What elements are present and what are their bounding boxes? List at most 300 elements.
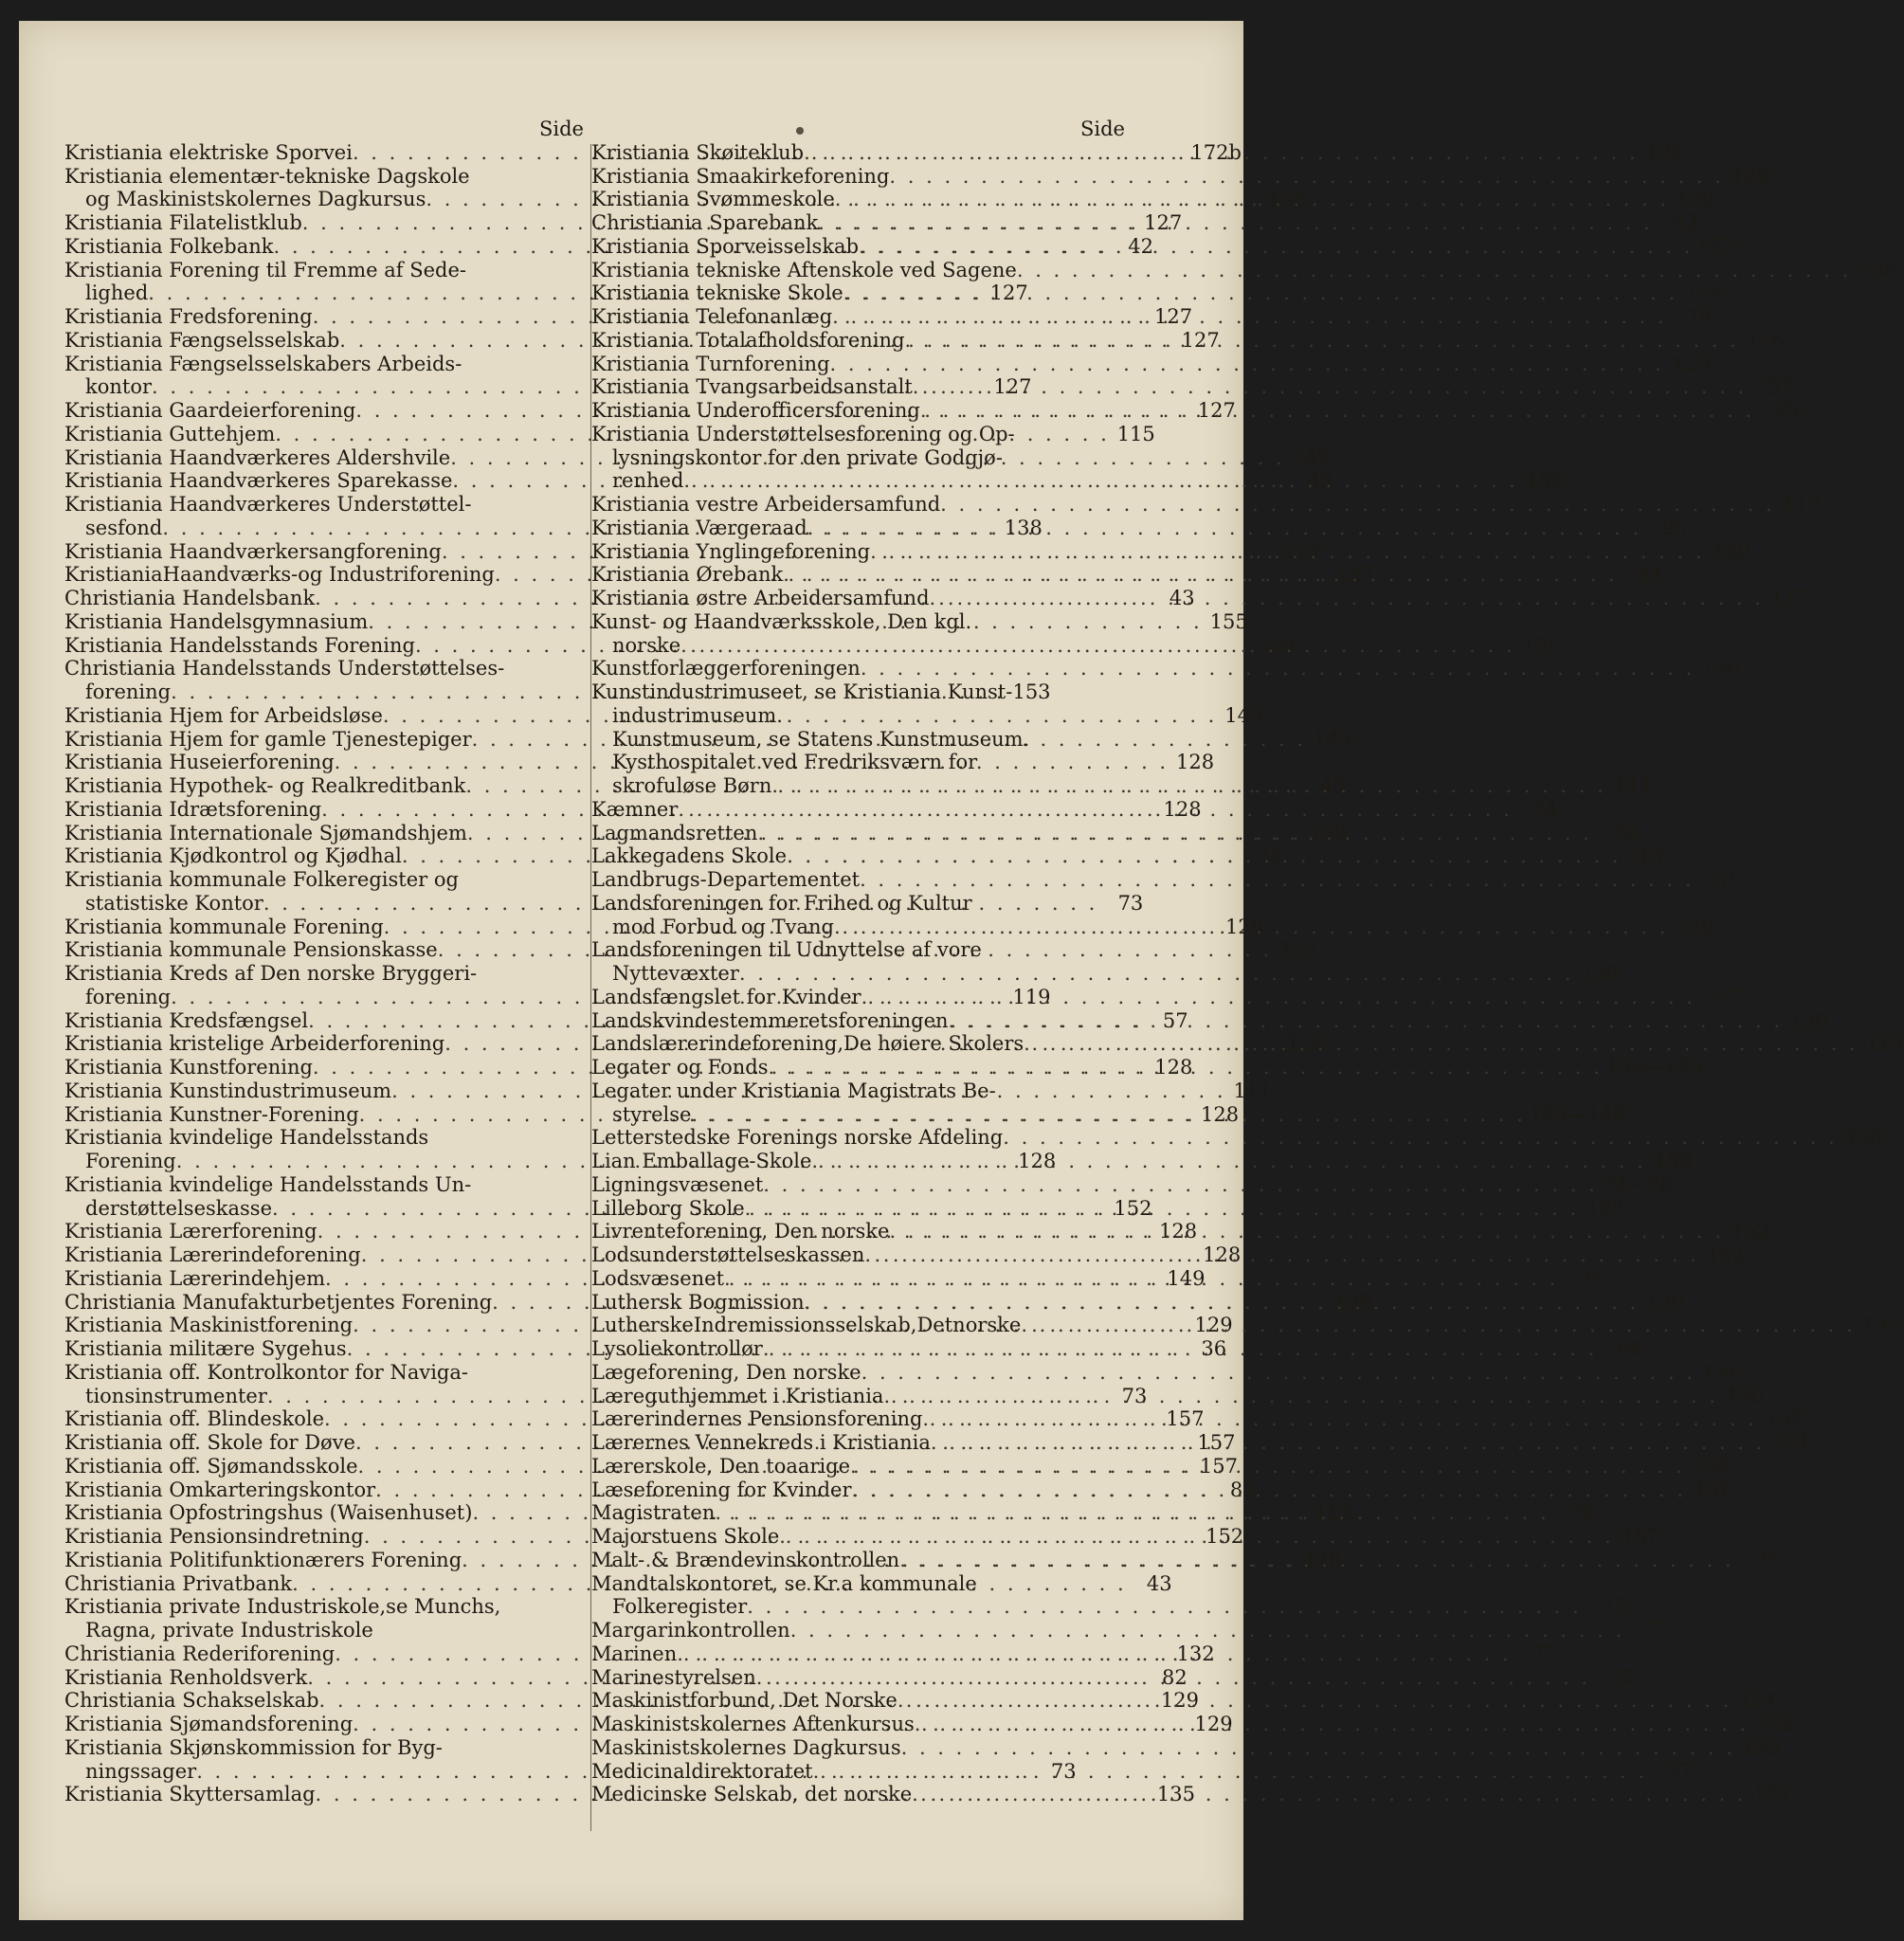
index-entry [591,680,1127,704]
entry-title: Kristiania vestre Arbeidersamfund [591,493,941,516]
entry-title: Kristiania off. Kontrolkontor for Naviga- [64,1360,468,1384]
dot-leader [1017,259,1851,282]
entry-title: Kristiania private Industriskole,se Munchs, [64,1595,501,1619]
entry-page-number: 128 [1303,1548,1342,1571]
entry-page-number: 130 [1702,657,1741,680]
entry-page-number: 95 [1661,516,1688,539]
dot-leader [787,844,1621,868]
entry-page-number: 129 [1671,352,1710,375]
entry-title: Kristiania kommunale Forening [64,915,384,938]
entry-title: Marinen [591,1642,678,1665]
entry-page-number: 130 [1712,539,1750,563]
dot-leader [683,469,1517,493]
entry-page-number: 172b [1190,140,1242,164]
entry-page-number: 157 [1166,1407,1205,1431]
entry-page-number: 130 [1844,1126,1883,1150]
entry-title: Kristiania elektriske Sporvei [64,140,353,164]
entry-title: Kristiania Pensionsindretning [64,1525,364,1548]
entry-page-number: 128 [1163,797,1202,821]
index-entry [591,281,1724,305]
entry-title: Kristiania Huseierforening [64,751,335,774]
entry-page-number: 128 [1333,1290,1372,1314]
entry-title: Kristiania kommunale Pensionskasse [64,938,438,962]
entry-title: Mandtalskontoret, se Kr.a kommunale [591,1571,977,1595]
entry-page-number: 128 [1018,1150,1057,1172]
entry-title: Kristiania Filatelistklub [64,211,302,234]
entry-page-number: 43 [1320,774,1346,797]
entry-title: Kæmner [591,797,679,821]
dot-leader [757,822,1591,845]
index-entry [64,165,588,189]
dot-leader [949,1009,1783,1033]
entry-page-number: 77 [1667,1759,1694,1783]
entry-title: Forening [85,1150,176,1172]
entry-page-number: 76 [1569,1501,1595,1525]
index-entry [64,1361,588,1385]
index-entry [591,1735,1782,1760]
entry-title: Kristiania Skjønskommission for Byg- [64,1735,443,1759]
entry-page-number: 43 [1146,1571,1172,1595]
entry-page-number: 130 [1702,1360,1742,1384]
entry-title: Kristiania Haandværkeres Sparekasse [64,469,453,493]
entry-title: Kristiania Hypothek- og Realkreditbank [64,774,466,797]
entry-page-number: 51 [1714,868,1740,891]
dot-leader [889,165,1723,189]
entry-page-number: 73 [1121,1384,1148,1407]
entry-title: statistiske Kontor [85,891,263,915]
entry-title: Kristiania Kreds af Den norske Bryggeri- [64,962,478,985]
entry-page-number: 117 [1770,587,1809,609]
entry-title: Kristiania Sjømandsforening [64,1713,354,1735]
entry-title: Landskvindestemmeretsforeningen [591,1008,949,1032]
entry-page-number: 127 [1197,399,1236,422]
index-entry [64,868,588,892]
entry-title: og Maskinistskolernes Dagkursus [85,188,426,211]
dot-leader [860,868,1694,892]
index-entry [64,353,588,376]
entry-title: Kristiania off. Skole for Døve [64,1431,355,1454]
entry-page-number: 57 [1767,375,1793,399]
index-entry [64,1173,588,1197]
index-entry [64,657,588,680]
entry-page-number: 119 [1865,1032,1904,1056]
entry-title: Kristiania tekniske Skole [591,281,843,305]
index-entry [591,258,1897,282]
entry-title: Kristiania Forening til Fremme af Sede- [64,258,467,281]
entry-title: kontor [85,375,153,399]
entry-title: Kristiania Handelsstands Forening [64,633,415,657]
entry-page-number: 128 [1257,633,1296,657]
entry-page-number: 152 [1279,938,1318,962]
entry-page-number: 129 [1160,1689,1199,1713]
dot-leader [818,211,1652,235]
entry-title: Kristiania Totalafholdsforening [591,328,905,352]
entry-title: Lærernes Vennekreds i Kristiania [591,1431,931,1454]
entry-page-number: 36 [1201,1337,1227,1360]
entry-title: Kristiania Hjem for Arbeidsløse [64,703,383,727]
index-entry [591,375,1793,399]
index-entry [591,493,1821,517]
entry-title: Læreguthjemmet i Kristiania [591,1384,884,1407]
dot-leader [834,916,1668,939]
dot-leader [832,305,1666,329]
entry-page-number: 150 [1725,1384,1764,1407]
entry-title: sesfond [85,516,163,539]
dot-leader [805,1291,1639,1315]
index-entry [64,1619,588,1642]
index-entry [591,516,1688,540]
entry-title: Kristiania Værgeraad [591,516,807,539]
dot-leader [763,1337,1597,1361]
entry-title: Kristiania Haandværkersangforening [64,539,442,563]
entry-title: Kysthospitalet ved Fredriksværn for [612,751,978,774]
index-entry [591,1619,1671,1642]
entry-page-number: 44 [1637,563,1663,587]
entry-page-number: 160 [1653,1150,1692,1172]
index-entry [591,868,1740,892]
entry-title: lysningskontor for den private Godgjø- [612,445,1003,469]
entry-page-number: 127 [989,281,1028,305]
dot-leader [678,798,1512,822]
entry-title: Luthersk Bogmission [591,1290,805,1314]
entry-title: Kristiania tekniske Aftenskole ved Sagene [591,258,1017,281]
entry-title: Kristiania kommunale Folkeregister og [64,868,459,891]
entry-page-number: 88 [1617,1337,1643,1360]
index-entry [64,493,588,517]
entry-title: styrelse [612,1102,692,1126]
dot-leader [850,1455,1684,1478]
entry-title: Kristiania off. Sjømandsskole [64,1454,358,1478]
entry-page-number: 155 [1685,281,1724,305]
entry-page-number: 159 [1692,1454,1731,1478]
index-entry [591,751,1127,774]
dot-leader [861,657,1695,680]
entry-page-number: 152 [1114,1196,1152,1220]
entry-page-number: 129 [1645,140,1684,164]
entry-page-number: 130 [1862,1314,1901,1337]
dot-leader [739,962,1573,986]
entry-title: Christiania Sparebank [591,211,819,234]
entry-title: Landsforeningen for Frihed og Kultur [591,891,972,915]
entry-title: KristianiaHaandværks-og Industriforening [64,563,495,587]
entry-page-number: 127 [993,375,1032,399]
entry-title: Kristiania elementær-tekniske Dagskole [64,164,470,188]
dot-leader [715,1501,1549,1525]
entry-title: Kristiania Gaardeierforening [64,399,356,422]
entry-page-number: 43 [1307,469,1333,493]
entry-page-number: 74—76 [1601,1172,1673,1196]
entry-title: Marinestyrelsen [591,1665,756,1689]
entry-page-number: 131 [1772,1431,1811,1454]
dot-leader [852,1478,1686,1502]
entry-title: forening [85,985,172,1008]
entry-title: Kristiania Sporveisselskab [591,234,860,258]
index-entry [591,1595,1627,1619]
entry-title: Kunstforlæggerforeningen [591,657,861,680]
entry-page-number: 121 [1739,1689,1778,1713]
index-entry [591,610,1127,634]
dot-leader [769,1056,1603,1079]
dot-leader [1021,1314,1855,1337]
entry-title: Landbrugs-Departementet [591,868,861,891]
entry-page-number: 74 [1612,821,1638,844]
entry-title: Nyttevæxter [612,962,739,985]
entry-title: Kristiania Hjem for gamle Tjenestepiger [64,727,472,751]
entry-title: Kristiania Telefonanlæg [591,305,833,328]
index-entry [591,1572,1127,1596]
entry-title: Lilleborg Skole [591,1196,745,1220]
dot-leader [870,540,1704,564]
entry-title: Kristiania Kjødkontrol og Kjødhal [64,844,402,868]
entry-page-number: 139—148 [1529,1102,1626,1126]
entry-page-number: 155 [1742,1735,1782,1759]
entry-page-number: 149 [1292,445,1331,469]
dot-leader [899,1549,1733,1572]
dot-leader [790,1619,1624,1642]
entry-page-number: 43 [1672,211,1698,234]
entry-title: Kristiania Internationale Sjømandshjem [64,821,467,844]
dot-leader [807,517,1641,540]
dot-leader [1003,1126,1837,1150]
entry-page-number: 156 [1859,258,1897,281]
entry-page-number: 149 [1167,1266,1206,1290]
entry-page-number: 127 [1154,305,1193,328]
entry-page-number: 167 [1628,844,1667,868]
entry-page-number: 73 [1050,1759,1077,1783]
entry-title: Kristiania Kunstner-Forening [64,1102,359,1126]
dot-leader [691,1103,1525,1127]
entry-title: Landslærerindeforening,De høiere Skolers [591,1032,1025,1056]
dot-leader [912,1783,1746,1806]
entry-page-number: 149 [1309,821,1348,844]
entry-title: Kristiania Ynglingeforening [591,539,871,563]
dot-leader [864,1243,1698,1267]
entry-title: Kristiania Fredsforening [64,305,313,328]
entry-title: Kristiania Understøttelsesforening og Op- [591,422,1015,445]
index-entry [591,938,1127,962]
entry-title: Lærerindernes Pensionsforening [591,1407,923,1431]
entry-page-number: 135 [1156,1783,1195,1806]
entry-title: Kristiania Guttehjem [64,422,276,445]
entry-title: Kristiania Kredsfængsel [64,1008,309,1032]
entry-title: Christiania Schakselskab [64,1689,319,1713]
entry-title: Majorstuens Skole [591,1525,780,1548]
entry-page-number: 43 [1169,587,1195,609]
entry-title: forening [85,680,172,703]
entry-page-number: 57 [1715,985,1742,1008]
index-entry [591,892,1127,916]
entry-title: Christiania Handelsstands Understøttelses- [64,657,505,680]
entry-page-number: 77 [1531,1642,1557,1665]
entry-page-number: 153 [1525,469,1564,493]
dot-leader [889,1220,1723,1243]
entry-page-number: 152 [1764,1407,1803,1431]
dot-leader [883,1385,1717,1408]
entry-title: Lagmandsretten [591,821,758,844]
index-entry [591,1759,1694,1784]
entry-title: Christiania Privatbank [64,1571,293,1595]
entry-title: Lægeforening, Den norske [591,1360,861,1384]
entry-page-number: 129 [1762,399,1801,422]
entry-title: Kunst- og Haandværksskole, Den kgl. [591,609,972,633]
entry-title: Legater under Kristiania Magistrats Be- [591,1079,996,1102]
entry-page-number: 129 [1677,188,1715,211]
index-entry [64,1126,588,1150]
entry-page-number: 128 [1286,1032,1325,1056]
entry-title: lighed [85,281,149,305]
entry-page-number: 155 [1209,609,1248,633]
index-entry [591,446,1127,470]
entry-page-number: 131 [1753,1783,1792,1806]
entry-title: Kristiania Lærerforening [64,1220,317,1243]
dot-leader [930,587,1764,610]
entry-page-number: 74 [1532,797,1558,821]
entry-title: Kristiania Skøiteklub [591,140,805,164]
entry-title: Christiania Handelsbank [64,587,316,609]
index-entry [591,704,1127,728]
entry-title: Kristiania off. Blindeskole [64,1407,325,1431]
index-entry [591,1079,1127,1103]
entry-page-number: 114 [1613,774,1652,797]
entry-page-number: 128 [1203,1243,1242,1266]
entry-title: Landsfængslet for Kvinder [591,985,861,1008]
index-entry [591,1126,1883,1150]
entry-page-number: 152 [1206,1525,1244,1548]
entry-title: industrimuseum. [612,703,783,727]
entry-page-number: 152 [1731,1220,1769,1243]
entry-page-number: 57 [1162,1008,1188,1032]
index-entry [64,1736,588,1760]
entry-title: Kristiania Handelsgymnasium [64,609,369,633]
entry-title: Kristiania Ørebank [591,563,784,587]
entry-title: Maskinistskolernes Aftenkursus [591,1713,915,1735]
entry-page-number: 115 [1116,422,1155,445]
dot-leader [830,353,1664,376]
entry-title: derstøttelseskasse [85,1196,272,1220]
dot-leader [680,634,1514,658]
entry-page-number: 172 c [1696,234,1752,258]
index-entry [591,423,1127,446]
entry-title: Kristiania Smaakirkeforening [591,164,890,188]
entry-title: Maskinistforbund, Det Norske [591,1689,898,1713]
dot-leader [931,1431,1765,1455]
entry-page-number: 149 [1313,727,1352,751]
entry-title: Kristiania Fængselsselskabers Arbeids- [64,352,462,375]
page-column-header: Side [1080,118,1125,140]
index-entry [64,259,588,282]
dot-leader [771,774,1605,798]
index-entry [591,1172,1673,1197]
entry-page-number: 119 [1012,985,1051,1008]
entry-page-number: 127 [1336,563,1375,587]
entry-page-number: 116 [1746,328,1785,352]
index-entry [64,962,588,986]
entry-title: Kunstindustrimuseet, se Kristiania Kunst- [591,680,1013,703]
entry-page-number: 73 [1117,891,1144,915]
entry-title: Kristiania Idrætsforening [64,797,322,821]
dot-leader [920,399,1754,423]
dot-leader [859,235,1693,259]
entry-page-number: 153 [1012,680,1051,703]
entry-title: Kristiania Fængselsselskab [64,328,340,352]
entry-title: Landsforeningen til Udnyttelse af vore [591,938,982,962]
entry-page-number: 81 [1229,1478,1256,1501]
entry-page-number: 136—139 [1605,1056,1703,1079]
entry-title: Livrenteforening, Den norske [591,1220,890,1243]
entry-page-number: 117 [1782,493,1821,516]
entry-page-number: 52 [1610,1665,1637,1689]
entry-title: skrofuløse Børn [612,774,772,797]
entry-title: tionsinstrumenter [85,1384,267,1407]
entry-page-number: 157 [1199,1454,1238,1478]
index-entry [591,352,1710,376]
dot-leader [763,1173,1597,1197]
entry-page-number: 127 [1181,328,1220,352]
entry-title: Margarinkontrollen [591,1619,790,1642]
entry-title: Letterstedske Forenings norske Afdeling [591,1126,1004,1150]
entry-page-number: 149 [1224,703,1263,727]
entry-page-number: 128 [1225,915,1264,938]
dot-leader [1024,1032,1858,1056]
entry-title: Medicinaldirektoratet [591,1759,813,1783]
entry-title: Kristiania Haandværkeres Aldershvile [64,445,451,469]
index-entry [64,1595,588,1619]
entry-title: Kristiania Opfostringshus (Waisenhuset) [64,1501,473,1525]
entry-page-number: 155 [1267,188,1306,211]
entry-page-number: 129 [1194,1713,1233,1735]
dot-leader [901,1736,1735,1760]
entry-title: Christiania Manufakturbetjentes Forening [64,1290,493,1314]
entry-page-number: 156 [1522,633,1561,657]
entry-page-number: 73 [1256,844,1282,868]
entry-title: Maskinistskolernes Dagkursus [591,1735,901,1759]
entry-title: Lakkegadens Skole [591,844,788,868]
index-entry [591,164,1769,189]
entry-title: Kristiania Omkarteringskontor [64,1478,376,1501]
entry-page-number: 132 [1176,1642,1215,1665]
entry-page-number: 115 [1314,1501,1352,1525]
dot-leader [677,1642,1511,1666]
entry-page-number: 111 [1233,1079,1272,1102]
dot-leader [724,1267,1558,1291]
entry-page-number: 77 [1644,1619,1671,1642]
dot-leader [835,188,1669,211]
entry-title: Legater og Fonds [591,1056,769,1079]
dot-leader [779,1525,1613,1549]
entry-title: Kristiania Underofficersforening [591,399,920,422]
entry-page-number: 76 [1578,1266,1605,1290]
page-column-header: Side [539,118,584,140]
entry-title: LutherskeIndremissionsselskab,Detnorske [591,1314,1022,1337]
entry-page-number: 128 [1176,751,1215,774]
book-page [19,21,1904,1920]
entry-page-number: 127 [1283,539,1322,563]
index-entry [591,657,1741,680]
entry-page-number: 138 [1004,516,1043,539]
entry-page-number: 130 [1676,915,1714,938]
entry-title: Kristiania Skyttersamlag [64,1783,316,1806]
entry-page-number: 127 [1144,211,1183,234]
entry-title: Kristiania Folkebank [64,234,274,258]
dot-leader [843,281,1677,305]
dot-leader [913,375,1747,399]
entry-title: Kristiania Kunstforening [64,1056,313,1079]
entry-title: ningssager [85,1759,197,1783]
entry-title: Kunstmuseum, se Statens Kunstmuseum. [612,727,1030,751]
entry-title: renhed [612,469,684,493]
entry-title: Lærerskole, Den toaarige [591,1454,851,1478]
entry-title: norske [612,633,681,657]
